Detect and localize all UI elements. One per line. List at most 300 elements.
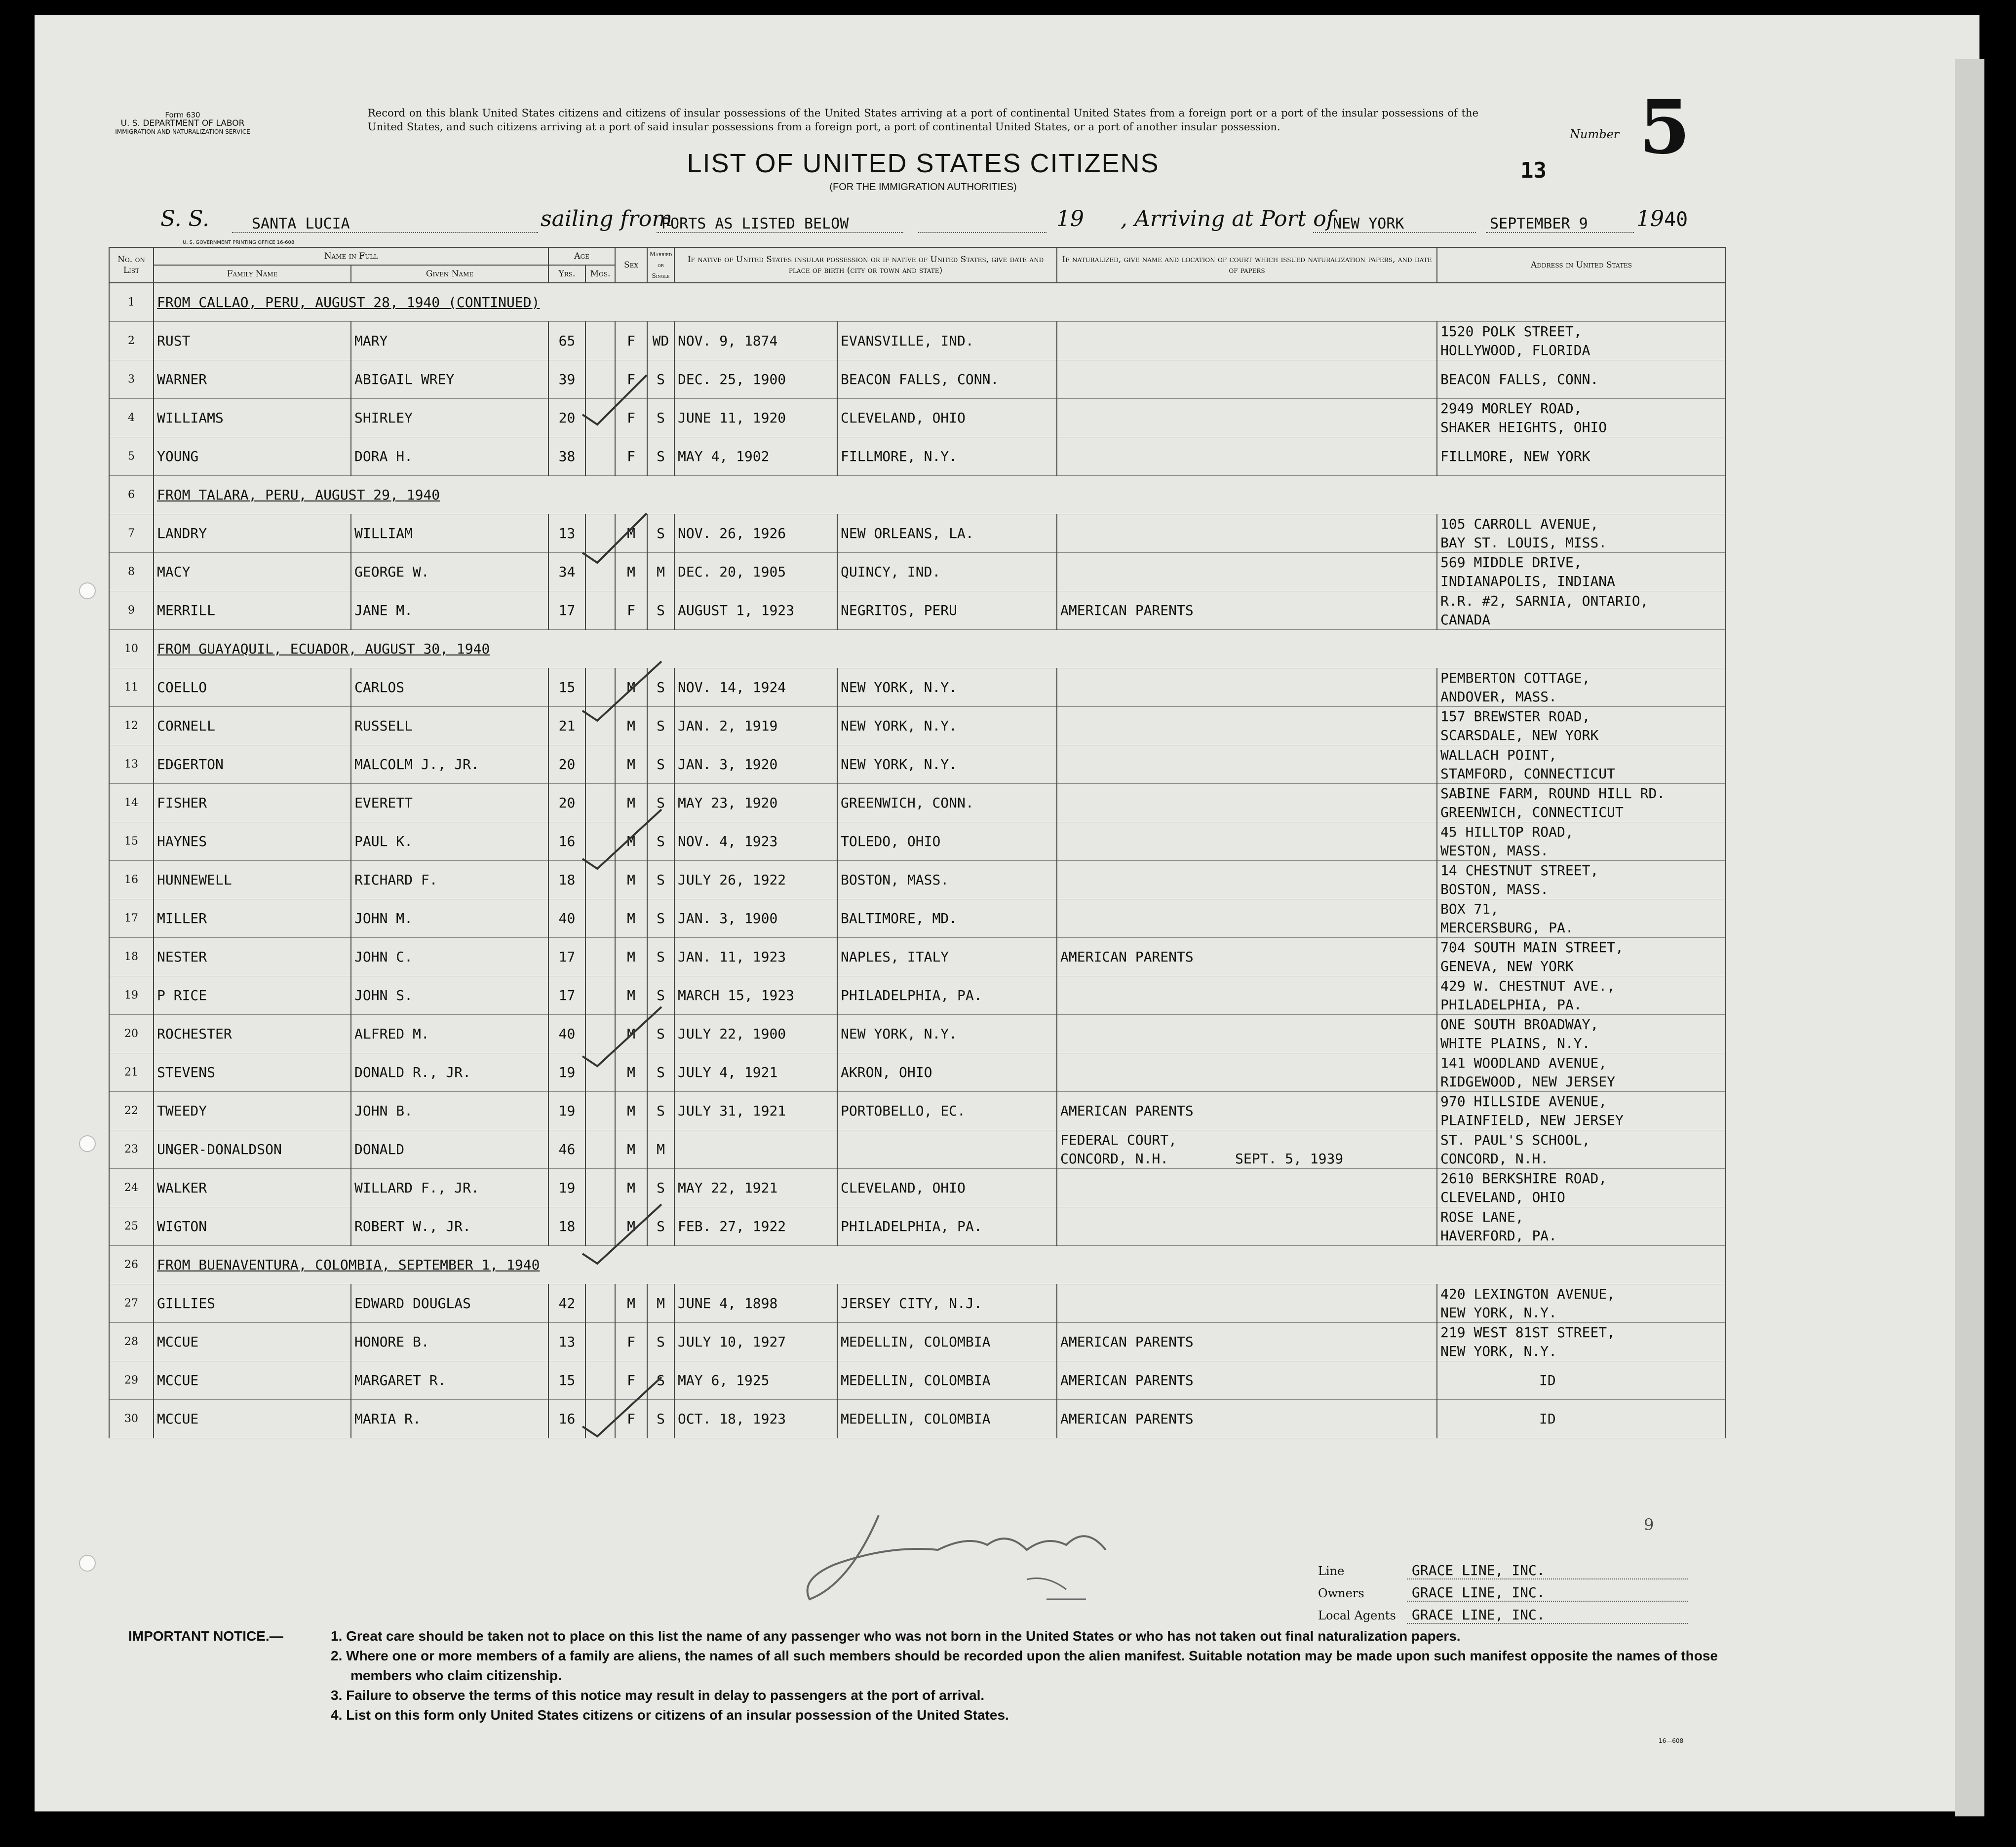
address-line-2: WESTON, MASS.: [1440, 842, 1549, 859]
age-years: 17: [548, 976, 585, 1015]
address-line-2: CANADA: [1440, 611, 1491, 628]
sex: M: [615, 1053, 647, 1092]
table-row: [109, 553, 1726, 591]
age-years: 18: [548, 1207, 585, 1246]
birth-date: MAY 4, 1902: [674, 437, 837, 476]
birth-date: JUNE 11, 1920: [674, 399, 837, 437]
naturalization-line-1: AMERICAN PARENTS: [1060, 602, 1194, 618]
address: [1437, 899, 1726, 938]
birth-place: MEDELLIN, COLOMBIA: [837, 1323, 1057, 1361]
given-name: CARLOS: [351, 668, 548, 707]
intro-text: Record on this blank United States citizens and citizens of insular possessions of the United States arriving at a port of continental United States from a foreign port or a port of the insular possessions of the United States, and such citizens arriving at a port of said insular possessions from a foreign port, a port of continental United States, or a port of another insular possession.: [368, 107, 1478, 133]
address-line-1: 14 CHESTNUT STREET,: [1440, 862, 1599, 879]
table-row: [109, 938, 1726, 976]
sex: M: [615, 668, 647, 707]
address: [1437, 861, 1726, 899]
table-row: [109, 1092, 1726, 1130]
marital-status: S: [647, 822, 674, 861]
age-years: 19: [548, 1092, 585, 1130]
address: [1437, 784, 1726, 822]
address-line-2: SCARSDALE, NEW YORK: [1440, 727, 1599, 743]
row-number: 18: [109, 938, 154, 976]
age-years: 42: [548, 1284, 585, 1323]
family-name: MCCUE: [154, 1400, 351, 1438]
age-years: 19: [548, 1169, 585, 1207]
birth-place: BEACON FALLS, CONN.: [837, 360, 1057, 399]
address-line-2: CONCORD, N.H.: [1440, 1150, 1549, 1167]
address-line-2: RIDGEWOOD, NEW JERSEY: [1440, 1073, 1616, 1090]
address: [1437, 437, 1726, 476]
given-name: WILLIAM: [351, 514, 548, 553]
naturalization: [1057, 1169, 1437, 1207]
table-row: [109, 861, 1726, 899]
naturalization: [1057, 322, 1437, 360]
notice-item-3: 3. Failure to observe the terms of this notice may result in delay to passengers at the port of arrival.: [331, 1688, 985, 1703]
birth-place: PHILADELPHIA, PA.: [837, 976, 1057, 1015]
birth-date: JULY 31, 1921: [674, 1092, 837, 1130]
address: [1437, 745, 1726, 784]
address: [1437, 668, 1726, 707]
birth-place: PORTOBELLO, EC.: [837, 1092, 1057, 1130]
given-name: HONORE B.: [351, 1323, 548, 1361]
notice-item-4: 4. List on this form only United States citizens or citizens of an insular possession of the United States.: [331, 1707, 1009, 1723]
marital-status: S: [647, 938, 674, 976]
birth-place: NAPLES, ITALY: [837, 938, 1057, 976]
address: [1437, 1130, 1726, 1169]
naturalization: [1057, 707, 1437, 745]
address-line-1: PEMBERTON COTTAGE,: [1440, 669, 1590, 686]
naturalization: [1057, 360, 1437, 399]
col-given-name: Given Name: [351, 265, 548, 283]
address: [1437, 1361, 1726, 1400]
birth-place: QUINCY, IND.: [837, 553, 1057, 591]
row-number: 10: [109, 630, 154, 668]
marital-status: S: [647, 668, 674, 707]
ports-field: [657, 215, 903, 233]
ports-value: PORTS AS LISTED BELOW: [661, 215, 849, 232]
address-line-2: SHAKER HEIGHTS, OHIO: [1440, 419, 1607, 435]
row-number: 17: [109, 899, 154, 938]
address: [1437, 591, 1726, 630]
stray-mark: 9: [1644, 1515, 1654, 1534]
printer-line: U. S. GOVERNMENT PRINTING OFFICE 16-608: [183, 240, 295, 245]
address: [1437, 1169, 1726, 1207]
table-row: [109, 322, 1726, 360]
naturalization: [1057, 1400, 1437, 1438]
address-line-1: 420 LEXINGTON AVENUE,: [1440, 1285, 1616, 1302]
address: [1437, 1400, 1726, 1438]
port-field: [1313, 215, 1476, 233]
naturalization: [1057, 1015, 1437, 1053]
family-name: RUST: [154, 322, 351, 360]
given-name: JOHN S.: [351, 976, 548, 1015]
birth-place: NEW ORLEANS, LA.: [837, 514, 1057, 553]
form-stamp: 16—608: [1659, 1737, 1684, 1744]
sex: M: [615, 745, 647, 784]
age-years: 20: [548, 784, 585, 822]
family-name: MACY: [154, 553, 351, 591]
checkmark-icon: [582, 1377, 661, 1436]
marital-status: S: [647, 707, 674, 745]
given-name: JOHN C.: [351, 938, 548, 976]
family-name: TWEEDY: [154, 1092, 351, 1130]
birth-date: JUNE 4, 1898: [674, 1284, 837, 1323]
form-number: Form 630: [165, 111, 200, 119]
family-name: MILLER: [154, 899, 351, 938]
naturalization-line-1: AMERICAN PARENTS: [1060, 1102, 1194, 1119]
birth-place: NEW YORK, N.Y.: [837, 707, 1057, 745]
address-line-2: BAY ST. LOUIS, MISS.: [1440, 534, 1607, 551]
sex: M: [615, 1207, 647, 1246]
naturalization: [1057, 399, 1437, 437]
row-number: 19: [109, 976, 154, 1015]
naturalization: [1057, 668, 1437, 707]
birth-date: NOV. 26, 1926: [674, 514, 837, 553]
given-name: GEORGE W.: [351, 553, 548, 591]
address-line-2: GENEVA, NEW YORK: [1440, 958, 1574, 974]
address-line-1: WALLACH POINT,: [1440, 746, 1557, 763]
given-name: EVERETT: [351, 784, 548, 822]
service: IMMIGRATION AND NATURALIZATION SERVICE: [115, 128, 250, 135]
row-number: 15: [109, 822, 154, 861]
address-line-1: ST. PAUL'S SCHOOL,: [1440, 1131, 1590, 1148]
birth-date: NOV. 9, 1874: [674, 322, 837, 360]
row-number: 25: [109, 1207, 154, 1246]
family-name: HAYNES: [154, 822, 351, 861]
row-number: 5: [109, 437, 154, 476]
address-line-2: HAVERFORD, PA.: [1440, 1227, 1557, 1244]
family-name: WARNER: [154, 360, 351, 399]
section-row: [109, 283, 1726, 322]
address-line-1: 157 BREWSTER ROAD,: [1440, 708, 1590, 725]
marital-status: S: [647, 1092, 674, 1130]
line-row: [1318, 1562, 1688, 1579]
naturalization: [1057, 1053, 1437, 1092]
naturalization: [1057, 514, 1437, 553]
owners-value: GRACE LINE, INC.: [1407, 1584, 1688, 1602]
age-months: [585, 322, 615, 360]
naturalization: [1057, 1361, 1437, 1400]
row-number: 26: [109, 1246, 154, 1284]
section-row: [109, 630, 1726, 668]
birth-date: OCT. 18, 1923: [674, 1400, 837, 1438]
checkmark-icon: [582, 1007, 661, 1066]
col-naturalized: If naturalized, give name and location of court which issued naturalization papers, and date of papers: [1057, 247, 1437, 283]
section-heading: FROM BUENAVENTURA, COLOMBIA, SEPTEMBER 1, 1940: [154, 1246, 1726, 1284]
address: [1437, 707, 1726, 745]
section-heading: FROM GUAYAQUIL, ECUADOR, AUGUST 30, 1940: [154, 630, 1726, 668]
handwritten-signature: [790, 1505, 1145, 1614]
sex: M: [615, 899, 647, 938]
family-name: MCCUE: [154, 1323, 351, 1361]
col-family-name: Family Name: [154, 265, 351, 283]
given-name: ABIGAIL WREY: [351, 360, 548, 399]
notice-item-2: 2. Where one or more members of a family are aliens, the names of all such members should be recorded upon the alien manifest. Suitable notation may be made upon such manifest opposite the names of those members who claim citizenship.: [331, 1648, 1718, 1683]
table-row: [109, 1284, 1726, 1323]
col-sex: Sex: [615, 247, 647, 283]
address-line-1: 429 W. CHESTNUT AVE.,: [1440, 977, 1616, 994]
given-name: DONALD: [351, 1130, 548, 1169]
address: [1437, 1092, 1726, 1130]
ss-label: S. S.: [160, 206, 210, 231]
address-line-1: BEACON FALLS, CONN.: [1440, 371, 1599, 387]
given-name: MALCOLM J., JR.: [351, 745, 548, 784]
birth-place: FILLMORE, N.Y.: [837, 437, 1057, 476]
naturalization: [1057, 591, 1437, 630]
department: U. S. DEPARTMENT OF LABOR: [120, 118, 245, 128]
checkmark-icon: [582, 375, 647, 424]
family-name: FISHER: [154, 784, 351, 822]
given-name: SHIRLEY: [351, 399, 548, 437]
address-line-1: 970 HILLSIDE AVENUE,: [1440, 1093, 1607, 1110]
sex: F: [615, 360, 647, 399]
age-years: 13: [548, 514, 585, 553]
naturalization-line-1: AMERICAN PARENTS: [1060, 1372, 1194, 1388]
sex: M: [615, 1130, 647, 1169]
sex: F: [615, 322, 647, 360]
sex: M: [615, 553, 647, 591]
table-row: [109, 745, 1726, 784]
birth-place: NEGRITOS, PERU: [837, 591, 1057, 630]
row-number: 4: [109, 399, 154, 437]
birth-place: BOSTON, MASS.: [837, 861, 1057, 899]
binder-hole: [79, 1135, 96, 1152]
owners-row: [1318, 1584, 1688, 1602]
age-years: 20: [548, 399, 585, 437]
binder-hole: [79, 1555, 96, 1572]
address: [1437, 514, 1726, 553]
table-row: [109, 976, 1726, 1015]
sex: F: [615, 591, 647, 630]
birth-date: JAN. 3, 1920: [674, 745, 837, 784]
address-line-1: 1520 POLK STREET,: [1440, 323, 1582, 340]
address-line-1: 141 WOODLAND AVENUE,: [1440, 1054, 1607, 1071]
address-line-1: ID: [1539, 1410, 1556, 1427]
section-heading: FROM TALARA, PERU, AUGUST 29, 1940: [154, 476, 1726, 514]
naturalization: [1057, 861, 1437, 899]
table-row: [109, 1053, 1726, 1092]
birth-place: MEDELLIN, COLOMBIA: [837, 1361, 1057, 1400]
birth-date: MAY 6, 1925: [674, 1361, 837, 1400]
family-name: EDGERTON: [154, 745, 351, 784]
section-heading: FROM CALLAO, PERU, AUGUST 28, 1940 (CONTINUED): [154, 283, 1726, 322]
table-row: [109, 899, 1726, 938]
address: [1437, 553, 1726, 591]
naturalization-line-1: AMERICAN PARENTS: [1060, 948, 1194, 965]
row-number: 16: [109, 861, 154, 899]
birth-place: MEDELLIN, COLOMBIA: [837, 1400, 1057, 1438]
address: [1437, 1207, 1726, 1246]
birth-date: AUGUST 1, 1923: [674, 591, 837, 630]
birth-date: JULY 10, 1927: [674, 1323, 837, 1361]
address-line-1: 704 SOUTH MAIN STREET,: [1440, 939, 1624, 956]
address: [1437, 399, 1726, 437]
birth-date: NOV. 14, 1924: [674, 668, 837, 707]
ship-field: [232, 215, 538, 233]
given-name: ROBERT W., JR.: [351, 1207, 548, 1246]
naturalization: [1057, 1323, 1437, 1361]
birth-date: MARCH 15, 1923: [674, 976, 837, 1015]
address-line-2: WHITE PLAINS, N.Y.: [1440, 1035, 1590, 1051]
naturalization: [1057, 1284, 1437, 1323]
given-name: DONALD R., JR.: [351, 1053, 548, 1092]
notice-lead: IMPORTANT NOTICE.—: [128, 1628, 283, 1644]
marital-status: S: [647, 1323, 674, 1361]
family-name: LANDRY: [154, 514, 351, 553]
sex: F: [615, 1323, 647, 1361]
marital-status: S: [647, 1361, 674, 1400]
col-yrs: Yrs.: [548, 265, 585, 283]
sex: M: [615, 938, 647, 976]
age-years: 39: [548, 360, 585, 399]
address: [1437, 1284, 1726, 1323]
naturalization: [1057, 553, 1437, 591]
checkmark-icon: [582, 809, 661, 869]
ship-name: SANTA LUCIA: [252, 215, 350, 232]
age-years: 17: [548, 938, 585, 976]
address-line-1: 569 MIDDLE DRIVE,: [1440, 554, 1582, 571]
address-line-2: STAMFORD, CONNECTICUT: [1440, 765, 1616, 782]
address: [1437, 822, 1726, 861]
sex: M: [615, 976, 647, 1015]
checkmark-icon: [582, 513, 647, 563]
naturalization: [1057, 1092, 1437, 1130]
birth-date: FEB. 27, 1922: [674, 1207, 837, 1246]
table-row: [109, 707, 1726, 745]
table-row: [109, 1169, 1726, 1207]
page-subtitle: (FOR THE IMMIGRATION AUTHORITIES): [829, 182, 1017, 192]
given-name: EDWARD DOUGLAS: [351, 1284, 548, 1323]
line-label: Line: [1318, 1564, 1345, 1578]
given-name: RICHARD F.: [351, 861, 548, 899]
arrival-date: SEPTEMBER 9: [1490, 215, 1588, 232]
age-years: 15: [548, 1361, 585, 1400]
form-identifier: [106, 111, 259, 136]
given-name: MARIA R.: [351, 1400, 548, 1438]
age-years: 16: [548, 1400, 585, 1438]
birth-place: NEW YORK, N.Y.: [837, 668, 1057, 707]
naturalization: [1057, 976, 1437, 1015]
birth-date: DEC. 20, 1905: [674, 553, 837, 591]
age-years: 18: [548, 861, 585, 899]
port-value: NEW YORK: [1333, 215, 1404, 232]
sailing-date-field: [918, 215, 1047, 233]
age-years: 17: [548, 591, 585, 630]
address: [1437, 1323, 1726, 1361]
sailing-label: sailing from: [541, 206, 673, 231]
family-name: WIGTON: [154, 1207, 351, 1246]
naturalization: [1057, 938, 1437, 976]
col-married: Married or Single: [647, 247, 674, 283]
birth-date: DEC. 25, 1900: [674, 360, 837, 399]
address-line-2: GREENWICH, CONNECTICUT: [1440, 804, 1624, 820]
family-name: WALKER: [154, 1169, 351, 1207]
address-line-2: HOLLYWOOD, FLORIDA: [1440, 342, 1590, 358]
address-line-1: R.R. #2, SARNIA, ONTARIO,: [1440, 592, 1649, 609]
age-years: 19: [548, 1053, 585, 1092]
family-name: COELLO: [154, 668, 351, 707]
page-title: LIST OF UNITED STATES CITIZENS: [687, 149, 1160, 178]
age-years: 40: [548, 899, 585, 938]
given-name: WILLARD F., JR.: [351, 1169, 548, 1207]
table-row: [109, 360, 1726, 399]
birth-place: AKRON, OHIO: [837, 1053, 1057, 1092]
naturalization-line-1: FEDERAL COURT,: [1060, 1131, 1177, 1148]
address-line-1: 2949 MORLEY ROAD,: [1440, 400, 1582, 417]
sex: F: [615, 1361, 647, 1400]
address-line-1: FILLMORE, NEW YORK: [1440, 448, 1590, 464]
table-row: [109, 1207, 1726, 1246]
age-years: 16: [548, 822, 585, 861]
table-row: [109, 591, 1726, 630]
address-line-1: 2610 BERKSHIRE ROAD,: [1440, 1170, 1607, 1187]
table-row: [109, 822, 1726, 861]
address-line-1: 45 HILLTOP ROAD,: [1440, 823, 1574, 840]
row-number: 23: [109, 1130, 154, 1169]
row-number: 21: [109, 1053, 154, 1092]
naturalization-line-2: CONCORD, N.H. SEPT. 5, 1939: [1060, 1150, 1344, 1167]
address-line-2: INDIANAPOLIS, INDIANA: [1440, 573, 1616, 589]
row-number: 12: [109, 707, 154, 745]
marital-status: S: [647, 1207, 674, 1246]
row-number: 28: [109, 1323, 154, 1361]
arriving-label: , Arriving at Port of: [1121, 206, 1334, 231]
naturalization: [1057, 784, 1437, 822]
age-years: 21: [548, 707, 585, 745]
family-name: P RICE: [154, 976, 351, 1015]
birth-place: BALTIMORE, MD.: [837, 899, 1057, 938]
address: [1437, 322, 1726, 360]
address-line-2: MERCERSBURG, PA.: [1440, 919, 1574, 936]
sex: M: [615, 514, 647, 553]
table-row: [109, 399, 1726, 437]
sex: M: [615, 822, 647, 861]
family-name: YOUNG: [154, 437, 351, 476]
naturalization: [1057, 822, 1437, 861]
sailing-year-prefix: 19: [1056, 206, 1084, 231]
table-row: [109, 1015, 1726, 1053]
address-line-2: ANDOVER, MASS.: [1440, 688, 1557, 705]
section-row: [109, 1246, 1726, 1284]
age-years: 46: [548, 1130, 585, 1169]
marital-status: S: [647, 1400, 674, 1438]
row-number: 11: [109, 668, 154, 707]
birth-place: CLEVELAND, OHIO: [837, 1169, 1057, 1207]
table-row: [109, 784, 1726, 822]
marital-status: S: [647, 360, 674, 399]
address: [1437, 1053, 1726, 1092]
marital-status: M: [647, 1130, 674, 1169]
birth-place: NEW YORK, N.Y.: [837, 745, 1057, 784]
address-line-2: BOSTON, MASS.: [1440, 881, 1549, 897]
col-mos: Mos.: [585, 265, 615, 283]
section-row: [109, 476, 1726, 514]
row-number: 22: [109, 1092, 154, 1130]
birth-date: JULY 26, 1922: [674, 861, 837, 899]
address: [1437, 360, 1726, 399]
age-years: 13: [548, 1323, 585, 1361]
birth-place: PHILADELPHIA, PA.: [837, 1207, 1057, 1246]
sex: M: [615, 861, 647, 899]
age-years: 65: [548, 322, 585, 360]
marital-status: S: [647, 745, 674, 784]
local-agents-row: [1318, 1607, 1688, 1624]
naturalization: [1057, 1207, 1437, 1246]
sex: M: [615, 1284, 647, 1323]
given-name: JOHN M.: [351, 899, 548, 938]
address-line-2: PLAINFIELD, NEW JERSEY: [1440, 1112, 1624, 1128]
family-name: NESTER: [154, 938, 351, 976]
